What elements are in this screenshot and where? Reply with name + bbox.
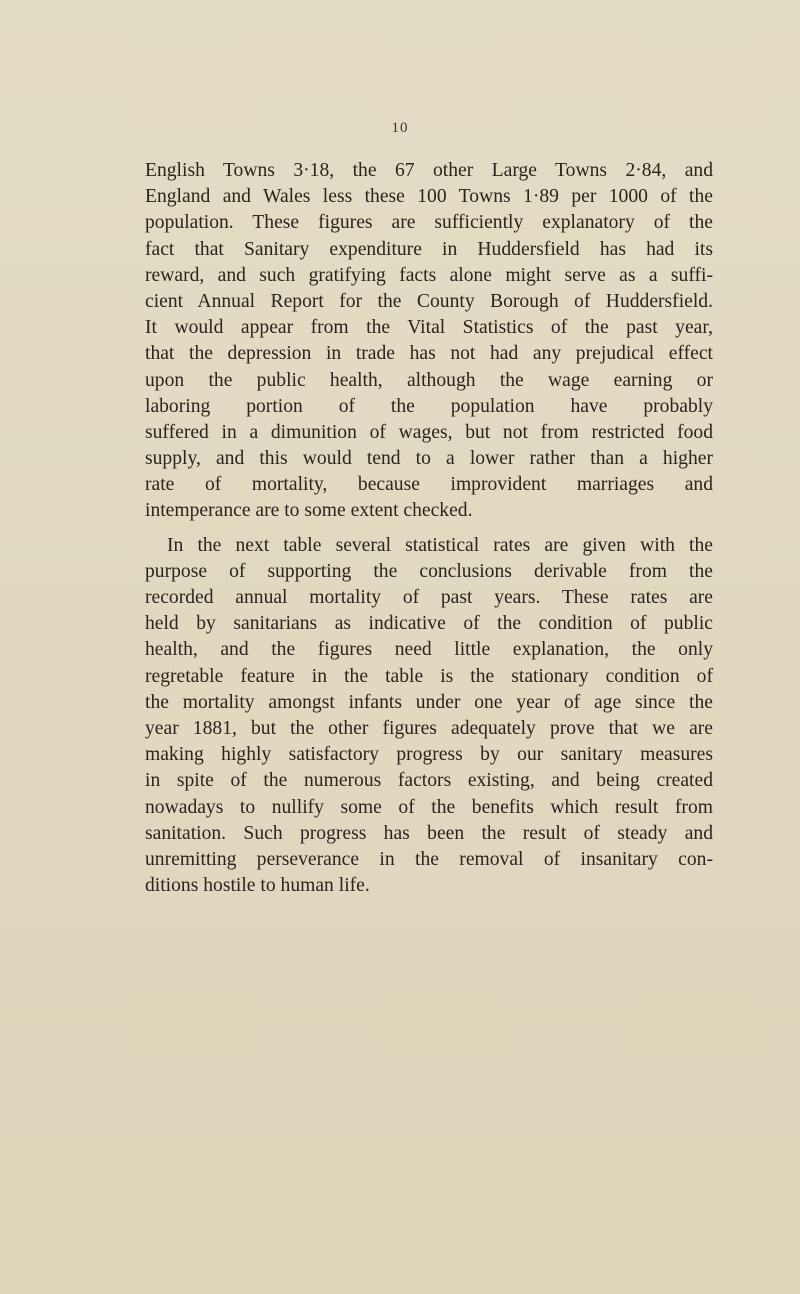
text-line: unremitting perseverance in the removal of insanitary con- <box>145 848 713 870</box>
text-line: supply, and this would tend to a lower rather than a higher <box>145 448 713 470</box>
text-line: English Towns 3·18, the 67 other Large Towns 2·84, and <box>145 160 713 181</box>
text-line: suffered in a dimunition of wages, but not from restricted food <box>145 421 713 443</box>
text-line: rate of mortality, because improvident marriages and <box>145 474 713 496</box>
text-line: nowadays to nullify some of the benefits which result from <box>145 796 713 818</box>
text-line: health, and the figures need little explanation, the only <box>145 639 713 661</box>
text-line: the mortality amongst infants under one year of age since the <box>145 691 713 713</box>
text-line: upon the public health, although the wage earning or <box>145 369 713 391</box>
body-text <box>145 158 713 899</box>
text-line: sanitation. Such progress has been the result of steady and <box>145 822 713 844</box>
text-line: year 1881, but the other figures adequately prove that we are <box>145 717 713 739</box>
text-line: laboring portion of the population have probably <box>145 395 713 417</box>
text-line: population. These figures are sufficiently explanatory of the <box>145 212 713 234</box>
text-line: England and Wales less these 100 Towns 1·89 per 1000 of the <box>145 186 713 208</box>
text-line: ditions hostile to human life. <box>145 875 370 897</box>
text-line: in spite of the numerous factors existing, and being created <box>145 770 713 792</box>
page-number: 10 <box>391 120 409 136</box>
text-line: In the next table several statistical rates are given with the <box>167 534 713 556</box>
text-line: reward, and such gratifying facts alone might serve as a suffi- <box>145 264 713 286</box>
text-line: held by sanitarians as indicative of the condition of public <box>145 613 713 635</box>
text-line: intemperance are to some extent checked. <box>145 500 473 522</box>
paragraph-gap <box>145 525 713 533</box>
paragraph-1 <box>145 158 713 525</box>
text-line: that the depression in trade has not had any prejudical effect <box>145 343 713 365</box>
text-line: purpose of supporting the conclusions derivable from the <box>145 560 713 582</box>
text-line: regretable feature in the table is the stationary condition of <box>145 665 713 687</box>
paragraph-2 <box>145 533 713 900</box>
text-line: It would appear from the Vital Statistics of the past year, <box>145 317 713 339</box>
text-line: making highly satisfactory progress by our sanitary measures <box>145 744 713 766</box>
text-line: recorded annual mortality of past years. These rates are <box>145 587 713 608</box>
text-line: cient Annual Report for the County Borough of Huddersfield. <box>145 290 713 312</box>
text-line: fact that Sanitary expenditure in Huddersfield has had its <box>145 238 713 260</box>
